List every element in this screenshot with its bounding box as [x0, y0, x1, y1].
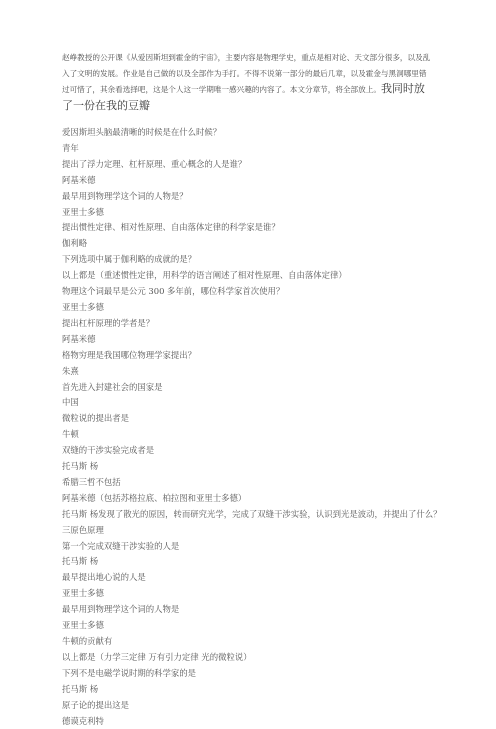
- qa-line: 亚里士多德: [62, 301, 104, 312]
- qa-line: 第一个完成双缝干涉实验的人是: [62, 540, 180, 551]
- qa-line: 阿基米德（包括苏格拉底、柏拉图和亚里士多德）: [62, 492, 247, 503]
- qa-line: 托马斯 杨发现了散光的原因，转而研究光学，完成了双缝干涉实验，认识到光是波动，并提出了什么？: [62, 508, 442, 519]
- qa-line: 中国: [62, 397, 79, 408]
- qa-line: 物理这个词最早是公元 300 多年前，哪位科学家首次使用？: [62, 286, 285, 297]
- qa-line: 下列不是电磁学说时期的科学家的是: [62, 667, 196, 678]
- qa-line: 亚里士多德: [62, 588, 104, 599]
- qa-line: 亚里士多德: [62, 206, 104, 217]
- qa-line: 牛顿的贡献有: [62, 636, 113, 646]
- qa-line: 最早用到物理学这个词的人物是？: [62, 190, 188, 201]
- qa-line: 青年: [62, 142, 79, 153]
- qa-line: 阿基米德: [62, 333, 96, 344]
- qa-line: 托马斯 杨: [62, 683, 99, 694]
- qa-line: 最早用到物理学这个词的人物是: [62, 604, 180, 615]
- douban-note: 我同时放了一份在我的豆瓣: [62, 82, 425, 112]
- qa-line: 首先进入封建社会的国家是: [62, 381, 163, 392]
- qa-line: 牛顿: [62, 429, 79, 440]
- qa-line: 最早提出地心说的人是: [62, 572, 146, 583]
- intro-text: 赵峥教授的公开课《从爱因斯坦到霍金的宇宙》，主要内容是物理学史，重点是相对论、天文部分很多，以及乱入了文明的发展。作业是自己做的以及全部作为手打。不得不说第一部分的最后几章，以及霍金与黑洞哪里错过可惜了，其余看选择吧，这是个人这一学期唯一感兴趣的内容了。本文分章节，将全部放上。: [62, 53, 431, 94]
- qa-line: 提出杠杆原理的学者是？: [62, 317, 155, 328]
- qa-line: 格物穷理是我国哪位物理学家提出？: [62, 349, 196, 360]
- qa-line: 托马斯 杨: [62, 556, 99, 567]
- qa-line: 微粒说的提出者是: [62, 413, 129, 424]
- qa-line: 原子论的提出这是: [62, 699, 129, 710]
- qa-line: 伽利略: [62, 238, 88, 249]
- qa-line: 德谟克利特: [62, 715, 104, 726]
- qa-line: 提出了浮力定理、杠杆原理、重心概念的人是谁？: [62, 158, 247, 169]
- qa-line: 三原色原理: [62, 524, 104, 535]
- qa-line: 亚里士多德: [62, 620, 104, 631]
- qa-line: 下列选项中属于伽利略的成就的是？: [62, 254, 196, 265]
- qa-line: 阿基米德: [62, 174, 96, 185]
- qa-list: [62, 125, 442, 729]
- qa-line: 以上都是（力学三定律 万有引力定律 光的微粒说）: [62, 651, 252, 662]
- qa-line: 提出惯性定律、相对性原理、自由落体定律的科学家是谁？: [62, 222, 280, 233]
- qa-line: 爱因斯坦头脑最清晰的时候是在什么时候？: [62, 127, 222, 137]
- qa-line: 双缝的干涉实验完成者是: [62, 445, 155, 456]
- qa-line: 朱熹: [62, 365, 79, 376]
- qa-line: 托马斯 杨: [62, 461, 99, 472]
- qa-line: 以上都是（重述惯性定律，用科学的语言阐述了相对性原理、自由落体定律）: [62, 270, 347, 281]
- intro-paragraph: [62, 50, 434, 114]
- qa-line: 希腊三哲不包括: [62, 476, 121, 487]
